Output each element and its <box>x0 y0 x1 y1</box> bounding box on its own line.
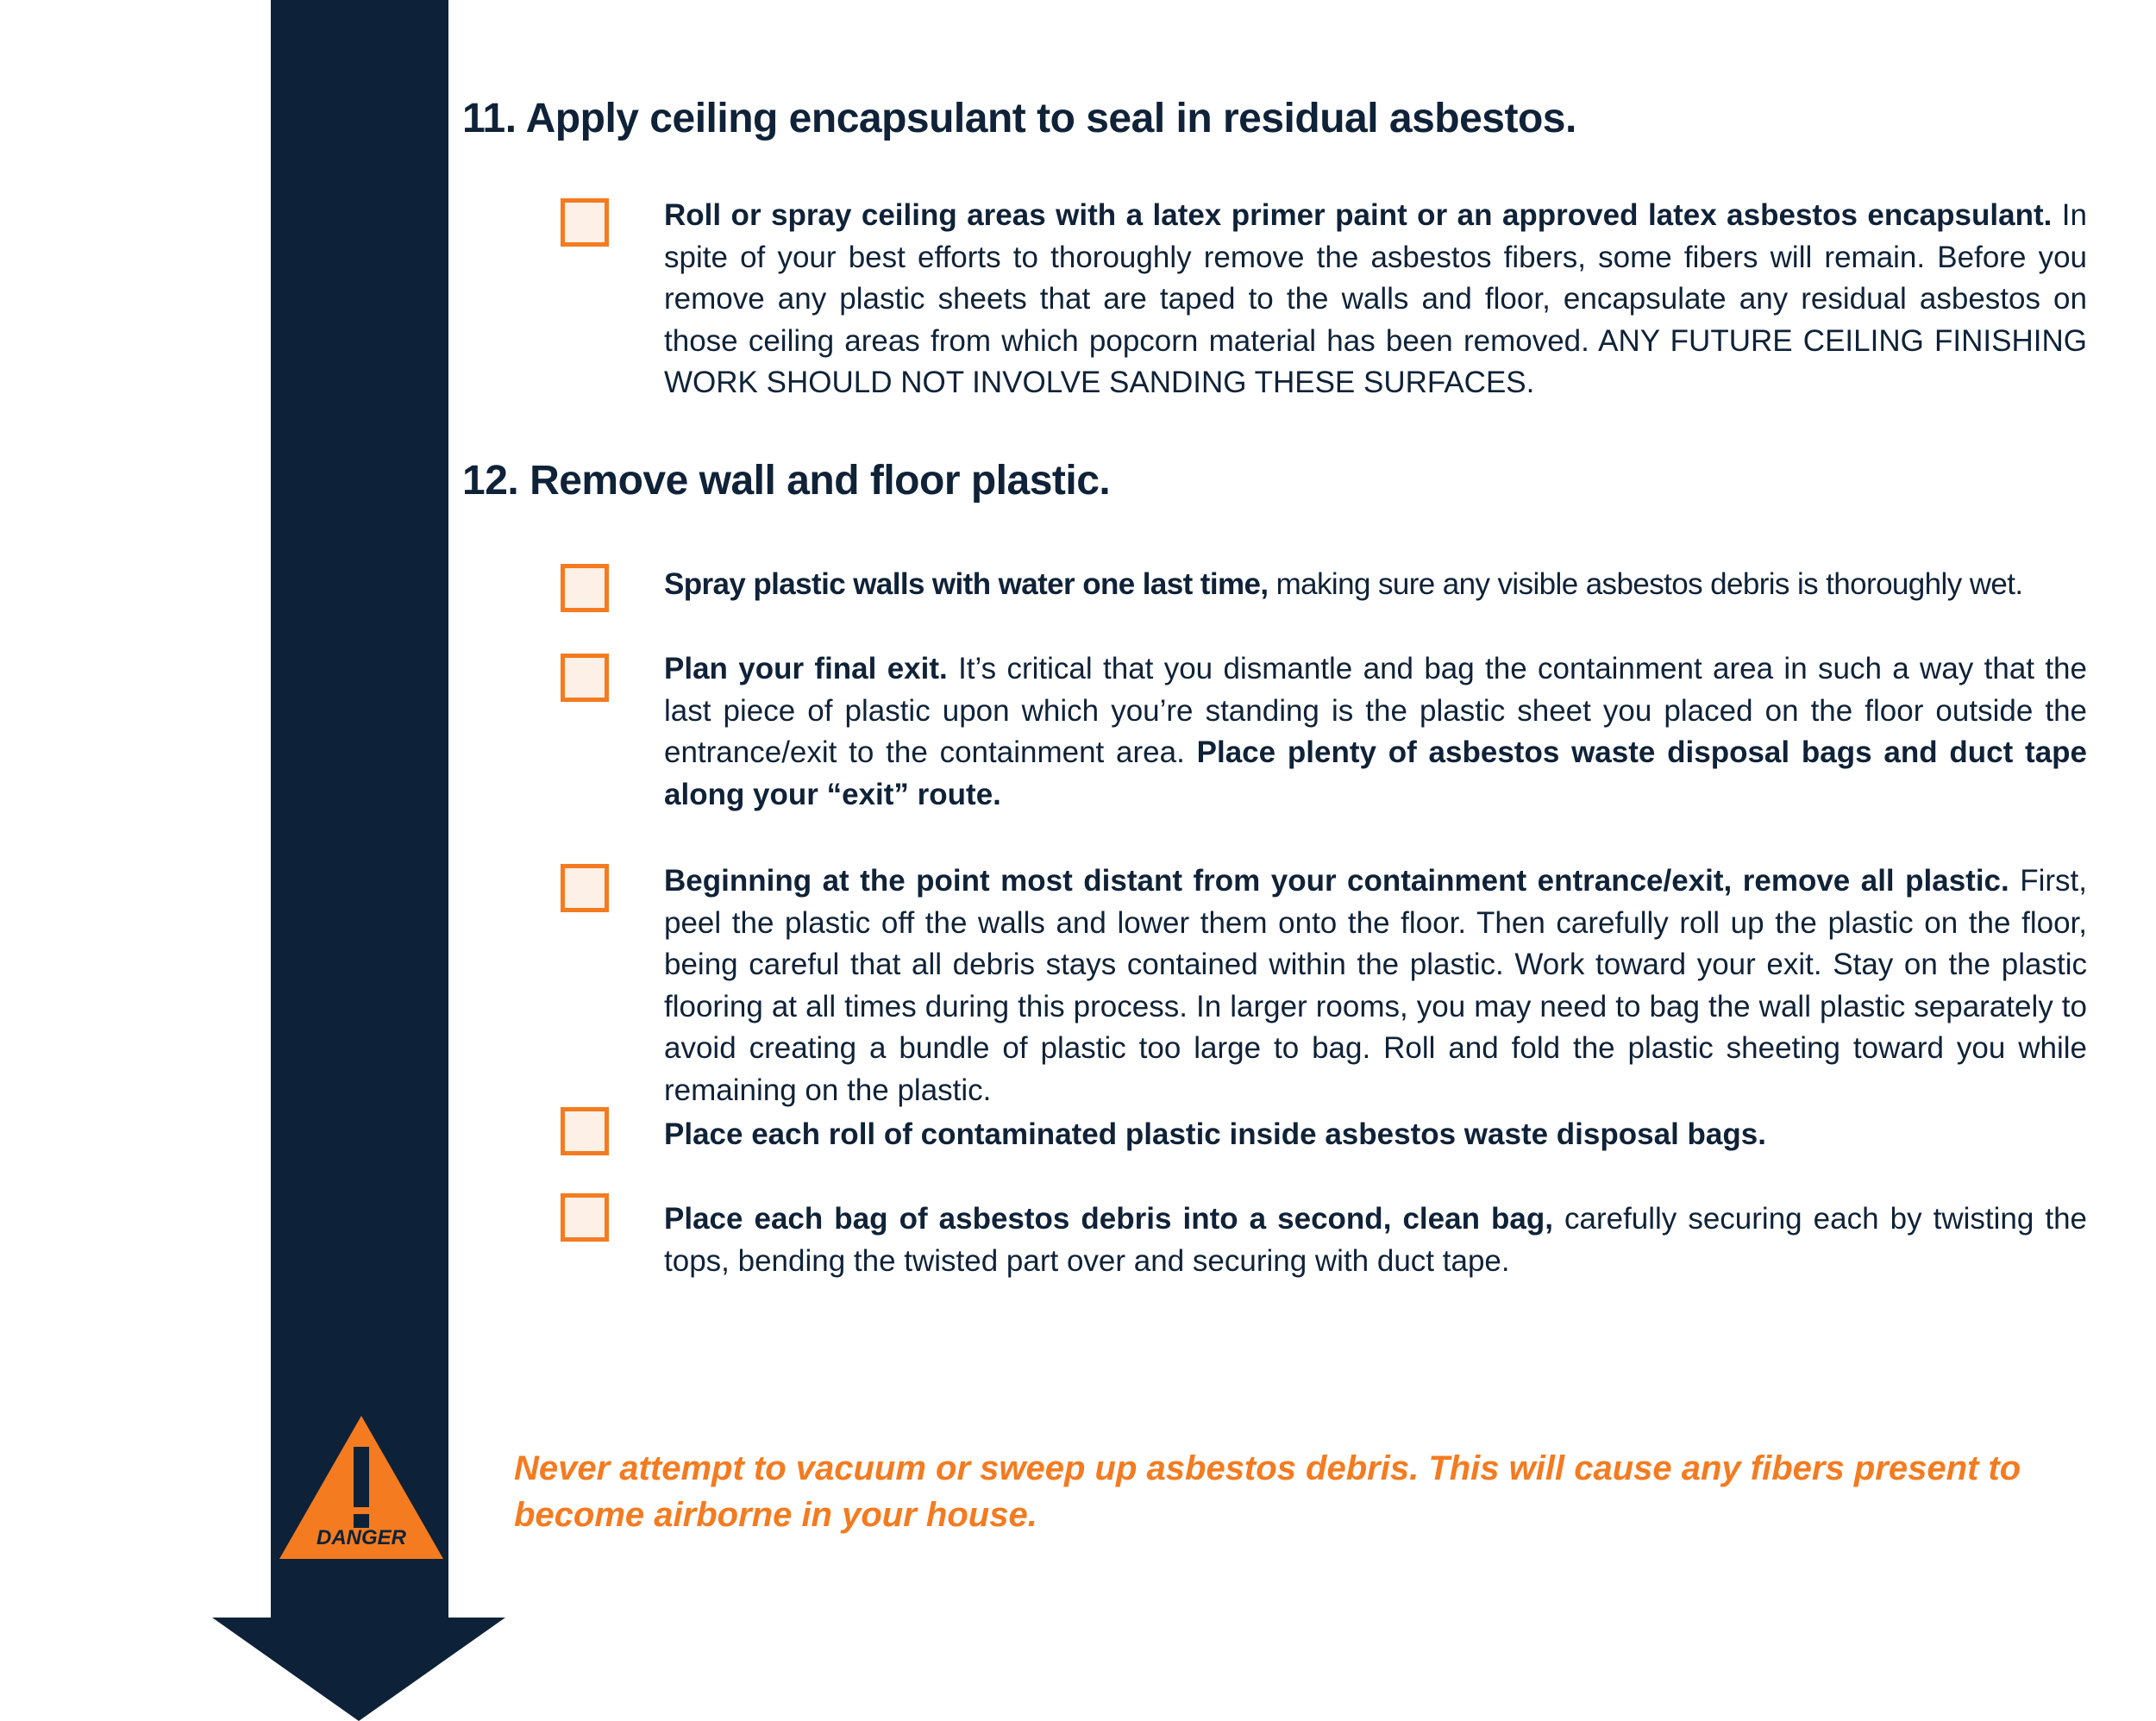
checklist-item <box>561 860 2087 1111</box>
item-body-text: It’s critical that you dismantle and bag the containment area in such a way that the last piece of plastic upon which you’re standing is the plastic sheet you placed on the floor outside the entrance/exit to the containment area. <box>664 652 2087 769</box>
item-bold-text: Spray plastic walls with water one last time, <box>664 567 1269 601</box>
item-bold-text: Plan your final exit. <box>664 652 948 685</box>
item-bold-text: Beginning at the point most distant from your containment entrance/exit, remove all plastic. <box>664 864 2009 898</box>
item-body-text: First, peel the plastic off the walls and lower them onto the floor. Then carefully roll up the plastic on the floor, being careful that all debris stays contained within the plastic. Work toward your exit. Stay on the plastic flooring at all times during this process. In larger rooms, you may need to bag the wall plastic separately to avoid creating a bundle of plastic too large to bag. Roll and fold the plastic sheeting toward you while remaining on the plastic. <box>664 864 2087 1107</box>
checklist-item <box>561 1198 2087 1282</box>
step-12-title: 12. Remove wall and floor plastic. <box>462 458 1111 504</box>
item-text <box>664 1198 2087 1282</box>
checkbox[interactable] <box>561 564 609 612</box>
danger-sign <box>278 1414 445 1561</box>
checklist-item <box>561 564 2087 606</box>
checkbox[interactable] <box>561 1193 609 1242</box>
item-bold-text: Place each roll of contaminated plastic inside asbestos waste disposal bags. <box>664 1117 1766 1151</box>
item-body-text: making sure any visible asbestos debris is thoroughly wet. <box>1275 567 2023 601</box>
item-text <box>664 195 2087 404</box>
checkbox[interactable] <box>561 864 609 912</box>
item-bold-text: Roll or spray ceiling areas with a latex primer paint or an approved latex asbestos encapsulant. <box>664 198 2053 232</box>
item-body-text: In spite of your best efforts to thoroughly remove the asbestos fibers, some fibers will remain. Before you remove any plastic sheets that are taped to the walls and floor, encapsulate any residual asbestos on those ceiling areas from which popcorn material has been removed. ANY FUTURE CEILING FINISHING WORK SHOULD NOT INVOLVE SANDING THESE SURFACES. <box>664 198 2087 399</box>
checklist-item <box>561 1114 2087 1156</box>
item-text <box>664 648 2087 816</box>
item-bold-text: Place each bag of asbestos debris into a second, clean bag, <box>664 1202 1553 1236</box>
danger-warning-text: Never attempt to vacuum or sweep up asbestos debris. This will cause any fibers present to become airborne in your house. <box>514 1449 2021 1534</box>
item-body-text: carefully securing each by twisting the tops, bending the twisted part over and securing with duct tape. <box>664 1202 2087 1278</box>
step-11-title: 11. Apply ceiling encapsulant to seal in residual asbestos. <box>462 96 1576 141</box>
item-text <box>664 1114 2087 1156</box>
checkbox[interactable] <box>561 654 609 702</box>
checkbox[interactable] <box>561 198 609 247</box>
checkbox[interactable] <box>561 1107 609 1155</box>
item-bold-text-2: Place plenty of asbestos waste disposal bags and duct tape along your “exit” route. <box>664 735 2087 811</box>
item-text <box>664 564 2087 606</box>
item-text <box>664 860 2087 1111</box>
danger-label: DANGER <box>316 1526 406 1549</box>
checklist-item <box>561 195 2087 404</box>
checklist-item <box>561 648 2087 816</box>
progress-arrow-shaft <box>271 0 448 1618</box>
progress-arrow-head <box>212 1618 505 1721</box>
